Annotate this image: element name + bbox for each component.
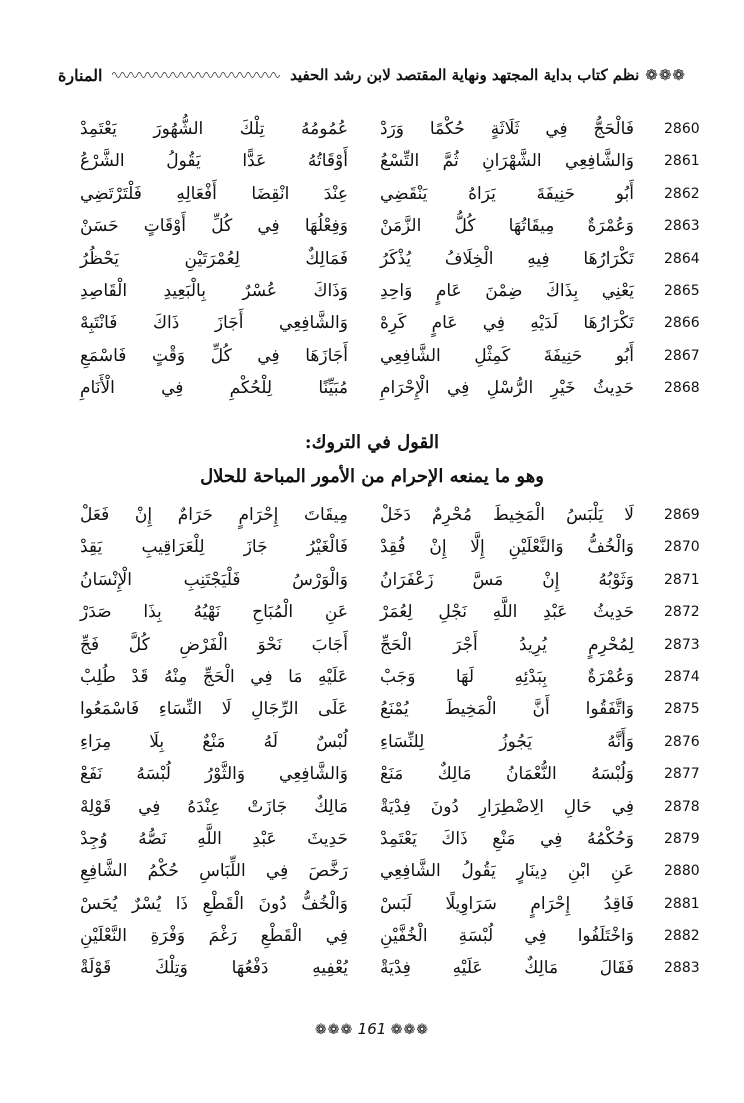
verse-row <box>52 662 700 694</box>
verse-second-hemistich: مُبَيِّنًا لِلْحُكْمِ فِي الْأَنَامِ <box>80 378 348 399</box>
verse-number: 2863 <box>664 218 700 235</box>
verse-first-hemistich: أَبُو حَنِيفَةَ يَرَاهُ يَنْقَضِي <box>380 183 634 204</box>
verse-second-hemistich: رَخَّصَ فِي اللِّبَاسِ حُكْمُ الشَّافِعِ <box>80 861 348 882</box>
verse-second-hemistich: عَنِ الْمُبَاحِ نَهْيُهُ بِذَا صَدَرْ <box>80 602 348 623</box>
verse-number: 2874 <box>664 668 700 685</box>
section-heading: القول في التروك: <box>304 432 440 453</box>
page-footer <box>0 1020 744 1038</box>
verse-row <box>52 114 700 146</box>
verse-number: 2881 <box>664 895 700 912</box>
verse-row <box>52 341 700 373</box>
verse-first-hemistich: وَاخْتَلَفُوا فِي لُبْسَةِ الْخُفَّيْنِ <box>380 926 634 947</box>
running-title: المنارة <box>58 65 103 85</box>
verse-second-hemistich: وَالْخُفُّ دُونَ الْقَطْعِ ذَا يُسْرٌ يُحَسْ <box>80 893 348 914</box>
verse-number: 2861 <box>664 153 700 170</box>
verse-row <box>52 824 700 856</box>
verse-number: 2879 <box>664 830 700 847</box>
verse-first-hemistich: تَكْرَارُهَا فِيهِ الْخِلَافُ يُذْكَرُ <box>380 248 634 269</box>
verse-first-hemistich: فَاقِدُ إِحْرَامٍ سَرَاوِيلًا لَبَسْ <box>380 893 634 914</box>
verse-number: 2872 <box>664 604 700 621</box>
footer-ornament-right-icon: ❁❁❁ <box>390 1022 429 1038</box>
verse-number: 2882 <box>664 928 700 945</box>
verse-second-hemistich: عُمُومُهُ تِلْكَ الشُّهُورَ يَعْتَمِدْ <box>80 119 348 139</box>
verse-second-hemistich: فَالْغَيْرُ جَازَ لِلْعَرَاقِيبِ يَقِدْ <box>80 537 348 558</box>
verse-first-hemistich: وَاتَّفَقُوا أَنَّ الْمَخِيطَ يُمْنَعُ <box>380 699 634 720</box>
verse-second-hemistich: حَدِيثَ عَبْدِ اللَّهِ نَصُّهُ وُجِدْ <box>80 828 348 849</box>
verse-second-hemistich: لُبْسٌ لَهُ مَنْعٌ بِلَا مِرَاءِ <box>80 731 348 752</box>
verse-number: 2878 <box>664 798 700 815</box>
page-header <box>58 60 686 90</box>
verse-number: 2869 <box>664 507 700 523</box>
verse-row <box>52 694 700 726</box>
section-subheading: وهو ما يمنعه الإحرام من الأمور المباحة للحلال <box>200 466 544 487</box>
verse-row <box>52 146 700 178</box>
verse-first-hemistich: وَعُمْرَةٌ بِبَدْئِهِ لَهَا وَجَبْ <box>380 666 634 687</box>
verse-second-hemistich: عَلَى الرِّجَالِ لَا النِّسَاءِ فَاسْمَعُوا <box>80 699 348 720</box>
verse-row <box>52 276 700 308</box>
verse-second-hemistich: عَلَيْهِ مَا فِي الْحَجِّ مِنْهُ قَدْ طُلِبْ <box>80 666 348 687</box>
verse-second-hemistich: فَمَالِكٌ لِعُمْرَتَيْنِ يَحْظُرُ <box>80 248 348 269</box>
verse-first-hemistich: وَلُبْسَهُ النُّعْمَانُ مَالِكٌ مَنَعْ <box>380 764 634 785</box>
verse-second-hemistich: وَالشَّافِعِي وَالثَّوْرُ لُبْسَهُ نَفَعْ <box>80 764 348 785</box>
verse-first-hemistich: لَا يَلْبَسُ الْمَخِيطَ مُحْرِمٌ دَخَلْ <box>380 505 634 525</box>
verse-number: 2860 <box>664 121 700 137</box>
verse-second-hemistich: مِيقَاتَ إِحْرَامٍ حَرَامٌ إِنْ فَعَلْ <box>80 505 348 525</box>
verse-row <box>52 759 700 791</box>
verse-row <box>52 856 700 888</box>
verse-row <box>52 500 700 532</box>
verse-row <box>52 597 700 629</box>
verse-second-hemistich: وَفِعْلُهَا فِي كُلِّ أَوْقَاتٍ حَسَنْ <box>80 216 348 237</box>
verses-block-2 <box>52 500 700 986</box>
verse-first-hemistich: وَحُكْمُهُ فِي مَنْعِ ذَاكَ يَعْتَمِدْ <box>380 828 634 849</box>
verse-row <box>52 792 700 824</box>
verse-first-hemistich: فِي حَالِ الِاضْطِرَارِ دُونَ فِدْيَةْ <box>380 796 634 817</box>
verse-second-hemistich: يُعْفِيهِ دَفْعُهَا وَتِلْكَ قَوْلَةْ <box>80 958 348 979</box>
verse-second-hemistich: مَالِكٌ جَازَتْ عِنْدَهُ فِي قَوْلِهْ <box>80 796 348 817</box>
verse-number: 2868 <box>664 380 700 397</box>
verse-first-hemistich: وَعُمْرَةٌ مِيقَاتُهَا كُلُّ الزَّمَنْ <box>380 216 634 237</box>
verse-row <box>52 921 700 953</box>
verse-number: 2862 <box>664 185 700 202</box>
verse-number: 2870 <box>664 539 700 556</box>
verse-first-hemistich: وَثَوْبُهُ إِنْ مَسَّ زَعْفَرَانُ <box>380 569 634 590</box>
header-wave-divider <box>112 70 280 80</box>
verse-row <box>52 244 700 276</box>
verse-row <box>52 565 700 597</box>
verse-row <box>52 630 700 662</box>
page-number: 161 <box>357 1020 387 1038</box>
verse-number: 2866 <box>664 315 700 332</box>
verse-first-hemistich: وَالْخُفُّ وَالنَّعْلَيْنِ إِلَّا إِنْ فُقِدْ <box>380 537 634 558</box>
verse-number: 2873 <box>664 636 700 653</box>
verse-first-hemistich: وَأَنَّهُ يَجُوزُ لِلنِّسَاءِ <box>380 731 634 752</box>
footer-ornament-left-icon: ❁❁❁ <box>315 1022 354 1038</box>
verse-number: 2875 <box>664 701 700 718</box>
verse-first-hemistich: حَدِيثُ عَبْدِ اللَّهِ نَجْلِ لِعُمَرْ <box>380 602 634 623</box>
verse-row <box>52 727 700 759</box>
verse-first-hemistich: فَالْحَجُّ فِي ثَلَاثَةٍ حُكْمًا وَرَدْ <box>380 119 634 139</box>
verse-second-hemistich: فِي الْقَطْعِ رَغْمَ وَفْرَةِ النَّعْلَيْنِ <box>80 926 348 947</box>
verse-row <box>52 953 700 985</box>
verse-second-hemistich: وَالْوَرْسُ فَلْيَجْتَنِبِ الْإِنْسَانُ <box>80 569 348 590</box>
verse-second-hemistich: أَجَابَ نَحْوَ الْفَرْضِ كُلَّ فَجِّ <box>80 634 348 655</box>
verse-first-hemistich: لِمُحْرِمٍ يُرِيدُ أَجْرَ الْحَجِّ <box>380 634 634 655</box>
book-title: نظم كتاب بداية المجتهد ونهاية المقتصد لابن رشد الحفيد <box>290 66 640 84</box>
verse-first-hemistich: فَقَالَ مَالِكٌ عَلَيْهِ فِدْيَةْ <box>380 958 634 979</box>
verse-second-hemistich: أَجَازَهَا فِي كُلِّ وَقْتٍ فَاسْمَعِ <box>80 345 348 366</box>
verse-second-hemistich: وَالشَّافِعِي أَجَازَ ذَاكَ فَانْتَبِهْ <box>80 313 348 334</box>
verse-number: 2883 <box>664 960 700 977</box>
verse-number: 2871 <box>664 571 700 588</box>
verse-first-hemistich: يَعْنِي بِذَاكَ ضِمْنَ عَامٍ وَاحِدِ <box>380 280 634 301</box>
verses-block-1 <box>52 114 700 406</box>
verse-second-hemistich: أَوْقَاتُهُ عَدًّا يَقُولُ الشَّرْعُ <box>80 151 348 172</box>
verse-first-hemistich: أَبُو حَنِيفَةَ كَمِثْلِ الشَّافِعِي <box>380 345 634 366</box>
verse-number: 2865 <box>664 282 700 299</box>
verse-number: 2864 <box>664 250 700 267</box>
verse-first-hemistich: حَدِيثُ خَيْرِ الرُّسْلِ فِي الْإِحْرَامِ <box>380 378 634 399</box>
verse-row <box>52 373 700 405</box>
verse-number: 2876 <box>664 733 700 750</box>
verse-first-hemistich: وَالشَّافِعِي الشَّهْرَانِ ثُمَّ التِّسْعُ <box>380 151 634 172</box>
verse-first-hemistich: تَكْرَارُهَا لَدَيْهِ فِي عَامٍ كَرِهْ <box>380 313 634 334</box>
verse-row <box>52 532 700 564</box>
verse-number: 2867 <box>664 347 700 364</box>
verse-row <box>52 211 700 243</box>
verse-first-hemistich: عَنِ ابْنِ دِينَارٍ يَقُولُ الشَّافِعِي <box>380 861 634 882</box>
verse-second-hemistich: وَذَاكَ عُسْرٌ بِالْبَعِيدِ الْقَاصِدِ <box>80 280 348 301</box>
verse-row <box>52 179 700 211</box>
verse-number: 2880 <box>664 863 700 880</box>
verse-number: 2877 <box>664 766 700 783</box>
header-ornament-icon: ❁❁❁ <box>645 66 686 84</box>
verse-row <box>52 889 700 921</box>
verse-second-hemistich: عِنْدَ انْقِضَا أَفْعَالِهِ فَلْتَرْتَضِي <box>80 183 348 204</box>
verse-row <box>52 308 700 340</box>
